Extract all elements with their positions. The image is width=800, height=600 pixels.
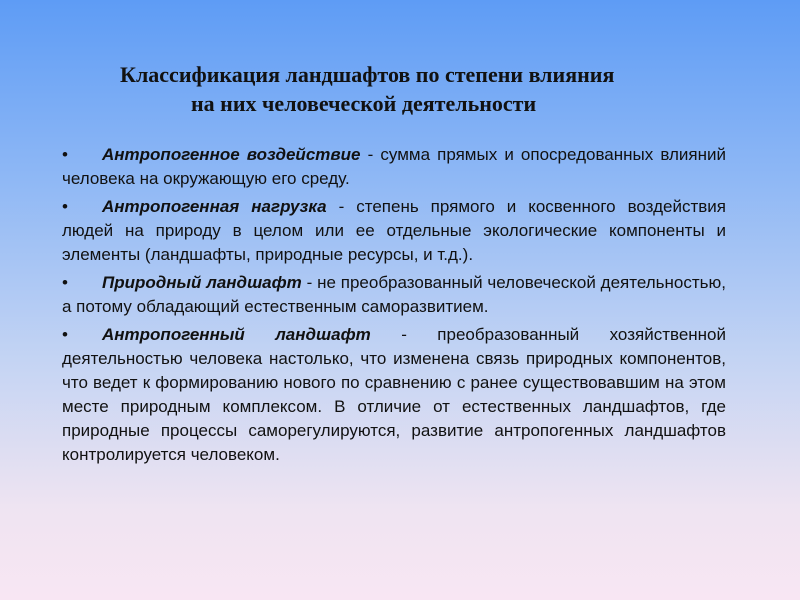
bullet-marker: • xyxy=(62,197,68,216)
bullet-marker: • xyxy=(62,325,68,344)
bullet-marker: • xyxy=(62,145,68,164)
bullet-marker: • xyxy=(62,273,68,292)
term-anthropogenic-landscape: Антропогенный ландшафт xyxy=(102,325,371,344)
title-line-2: на них человеческой деятельности xyxy=(191,91,537,116)
definition-anthropogenic-impact: - сумма прямых и опосредованных влияний человека на окружающую его среду. xyxy=(62,145,726,188)
definition-anthropogenic-load: - степень прямого и косвенного воздействия людей на природу в целом или ее отдельные экологические компоненты и элементы (ландшафты, природные ресурсы, и т.д.). xyxy=(62,197,726,264)
definition-list xyxy=(62,143,726,471)
definition-anthropogenic-landscape: - преобразованный хозяйственной деятельностью человека настолько, что изменена связь природных компонентов, что ведет к формированию нового по сравнению с ранее существовавшим на этом месте природным комплексом. В отличие от естественных ландшафтов, где природные процессы саморегулируются, развитие антропогенных ландшафтов контролируется человеком. xyxy=(62,325,727,464)
definition-item-anthropogenic-load xyxy=(62,195,726,267)
term-natural-landscape: Природный ландшафт xyxy=(102,273,302,292)
title-line-1: Классификация ландшафтов по степени влияния xyxy=(120,62,615,87)
definition-item-anthropogenic-landscape xyxy=(62,323,726,467)
term-anthropogenic-load: Антропогенная нагрузка xyxy=(102,197,327,216)
definition-item-anthropogenic-impact xyxy=(62,143,726,191)
term-anthropogenic-impact: Антропогенное воздействие xyxy=(102,145,361,164)
definition-natural-landscape: - не преобразованный человеческой деятельностью, а потому обладающий естественным саморазвитием. xyxy=(62,273,726,316)
definition-item-natural-landscape xyxy=(62,271,726,319)
slide-title xyxy=(0,60,800,118)
